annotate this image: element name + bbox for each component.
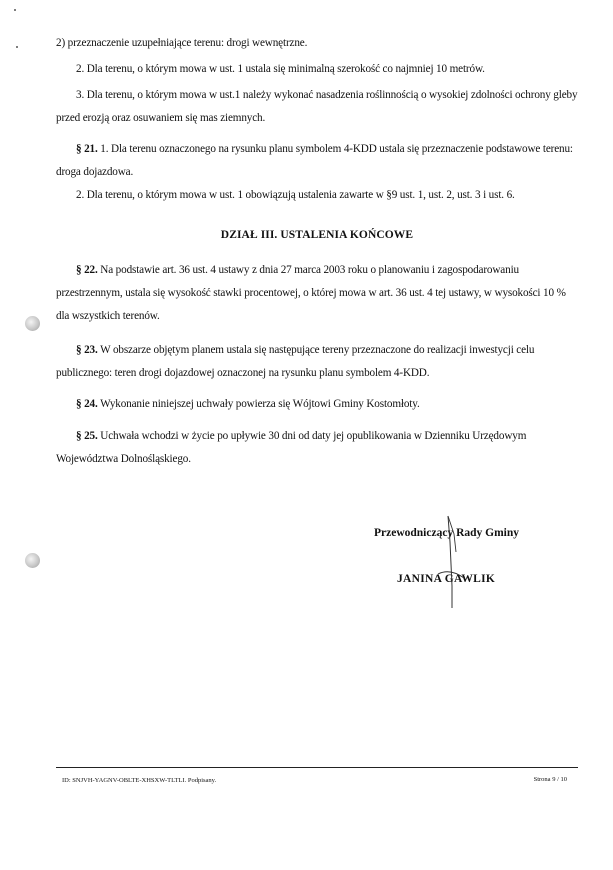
section-24-marker: § 24. [76, 398, 98, 410]
paragraph-section-21 [56, 138, 578, 184]
scan-speck [14, 9, 16, 11]
footer-page-number: Strona 9 / 10 [533, 776, 567, 783]
signature-title: Przewodniczący Rady Gminy [374, 527, 520, 539]
paragraph-section-24 [56, 393, 578, 416]
paragraph-section-21-text: 1. Dla terenu oznaczonego na rysunku planu symbolem 4-KDD ustala się przeznaczenie podstawowe terenu: droga dojazdowa. [56, 143, 573, 178]
signature-name: JANINA GAWLIK [397, 573, 496, 585]
section-23-marker: § 23. [76, 344, 98, 356]
paragraph-section-22 [56, 259, 578, 328]
section-22-marker: § 22. [76, 264, 98, 276]
paragraph-section-23 [56, 339, 578, 385]
paragraph-2 [56, 58, 578, 81]
footer-divider [56, 767, 578, 768]
paragraph-5-text: 2. Dla terenu, o którym mowa w ust. 1 obowiązują ustalenia zawarte w §9 ust. 1, ust. 2, ust. 3 i ust. 6. [76, 189, 515, 201]
section-heading: DZIAŁ III. USTALENIA KOŃCOWE [220, 229, 414, 241]
paragraph-section-25-text: Uchwała wchodzi w życie po upływie 30 dni od daty jej opublikowania w Dzienniku Urzędowym Województwa Dolnośląskiego. [56, 430, 527, 465]
section-25-marker: § 25. [76, 430, 98, 442]
paragraph-3-text: 3. Dla terenu, o którym mowa w ust.1 należy wykonać nasadzenia roślinnością o wysokiej zdolności ochrony gleby przed erozją oraz osuwaniem się mas ziemnych. [56, 89, 578, 124]
paragraph-section-25 [56, 425, 578, 471]
paragraph-3 [56, 84, 578, 130]
paragraph-section-24-text: Wykonanie niniejszej uchwały powierza się Wójtowi Gminy Kostomłoty. [97, 398, 420, 410]
scan-speck [16, 46, 18, 48]
paragraph-1 [56, 32, 578, 55]
paragraph-2-text: 2. Dla terenu, o którym mowa w ust. 1 ustala się minimalną szerokość co najmniej 10 metrów. [76, 63, 485, 75]
binder-hole-lower [25, 553, 40, 568]
footer-document-id: ID: SNJVH-YAGNV-OBLTE-XHSXW-TLTLI. Podpisany. [62, 777, 217, 784]
paragraph-1-text: 2) przeznaczenie uzupełniające terenu: drogi wewnętrzne. [56, 37, 308, 49]
paragraph-5 [56, 184, 578, 207]
paragraph-section-22-text: Na podstawie art. 36 ust. 4 ustawy z dnia 27 marca 2003 roku o planowaniu i zagospodarowaniu przestrzennym, ustala się wysokość stawki procentowej, o której mowa w art. 36 ust. 4 tej ustawy, w wysokości 10 % dla wszystkich terenów. [56, 264, 566, 322]
paragraph-section-23-text: W obszarze objętym planem ustala się następujące tereny przeznaczone do realizacji inwestycji celu publicznego: teren drogi dojazdowej oznaczonej na rysunku planu symbolem 4-KDD. [56, 344, 535, 379]
handwritten-signature-icon [430, 512, 470, 612]
binder-hole-upper [25, 316, 40, 331]
section-21-marker: § 21. [76, 143, 98, 155]
